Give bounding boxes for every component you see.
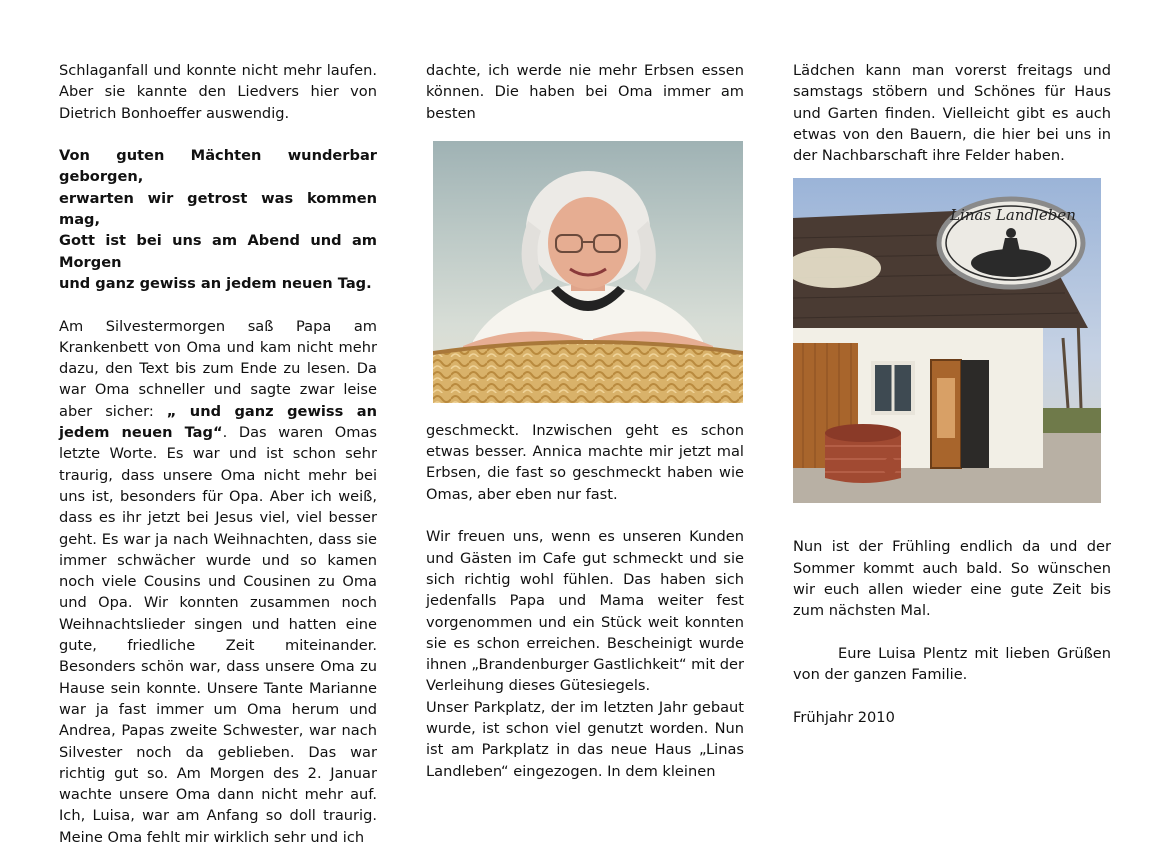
paragraph	[59, 316, 377, 848]
verse-line: erwarten wir getrost was kommen mag,	[59, 189, 377, 229]
text-column-1	[59, 60, 377, 848]
paragraph: Schlaganfall und konnte nicht mehr laufen. Aber sie kannte den Liedvers hier von Dietrich Bonhoeffer auswendig.	[59, 62, 377, 122]
house-illustration	[793, 178, 1101, 503]
text-span: Am Silvestermorgen saß Papa am Krankenbett von Oma und kam nicht mehr dazu, den Text bis zum Ende zu lesen. Da war Oma schneller und sagte zwar leise aber sicher:	[59, 317, 377, 420]
paragraph: Unser Parkplatz, der im letzten Jahr gebaut wurde, ist schon viel genutzt worden. Nun ist am Parkplatz in das neue Haus „Linas Landleben“ eingezogen. In dem kleinen	[426, 698, 744, 780]
quote-bold: „ und ganz gewiss an jedem neuen Tag“	[59, 402, 377, 442]
text-column-2	[426, 60, 744, 782]
verse-line: und ganz gewiss an jedem neuen Tag.	[59, 274, 372, 292]
paragraph: Wir freuen uns, wenn es unseren Kunden und Gästen im Cafe gut schmeckt und sie sich richtig wohl fühlen. Das haben sich jedenfalls Papa und Mama weiter fest vorgenommen und ein Stück weit konnten sie es schon erreichen. Bescheinigt wurde ihnen „Brandenburger Gastlichkeit“ mit der Verleihung dieses Gütesiegels.	[426, 528, 745, 695]
sign-text: Linas Landleben	[950, 206, 1076, 225]
paragraph: Eure Luisa Plentz mit lieben Grüßen von der ganzen Familie.	[793, 644, 1111, 684]
text-span: . Das waren Omas letzte Worte. Es war und ist schon sehr traurig, dass unsere Oma nicht mehr bei uns ist, besonders für Opa. Aber ich weiß, dass es ihr jetzt bei Jesus viel, viel besser geht. Es war ja nach Weihnachten, dass sie immer schwächer wurde und so kamen noch viele Cousins und Cousinen zu Oma und Opa. Wir konnten zusammen noch Weihnachtslieder singen und hatten eine gute, friedliche Zeit miteinander. Besonders schön war, dass unsere Oma zu Hause sein konnte. Unsere Tante Marianne war ja fast immer um Oma herum und Andrea, Papas zweite Schwester, war nach Silvester noch da geblieben. Das war richtig gut so. Am Morgen des 2. Januar wachte unsere Oma dann nicht mehr auf. Ich, Luisa, war am Anfang so doll traurig. Meine Oma fehlt mir wirklich sehr und ich	[59, 424, 377, 846]
grandmother-illustration	[433, 141, 743, 403]
verse-line: Gott ist bei uns am Abend und am Morgen	[59, 232, 377, 271]
paragraph: dachte, ich werde nie mehr Erbsen essen können. Die haben bei Oma immer am besten	[426, 62, 744, 122]
paragraph: Nun ist der Frühling endlich da und der Sommer kommt auch bald. So wünschen wir euch allen wieder eine gute Zeit bis zum nächsten Mal.	[793, 538, 1111, 620]
verse-line: Von guten Mächten wunderbar geborgen,	[59, 147, 377, 186]
house-photo	[793, 178, 1101, 503]
paragraph: Lädchen kann man vorerst freitags und samstags stöbern und Schönes für Haus und Garten finden. Vielleicht gibt es auch etwas von den Bauern, die hier bei uns in der Nachbarschaft ihre Felder haben.	[793, 62, 1111, 165]
date: Frühjahr 2010	[793, 708, 895, 726]
text-column-3	[793, 60, 1111, 728]
grandmother-photo	[433, 141, 743, 403]
paragraph: geschmeckt. Inzwischen geht es schon etwas besser. Annica machte mir jetzt mal Erbsen, die fast so geschmeckt haben wie Omas, aber eben nur fast.	[426, 421, 744, 503]
